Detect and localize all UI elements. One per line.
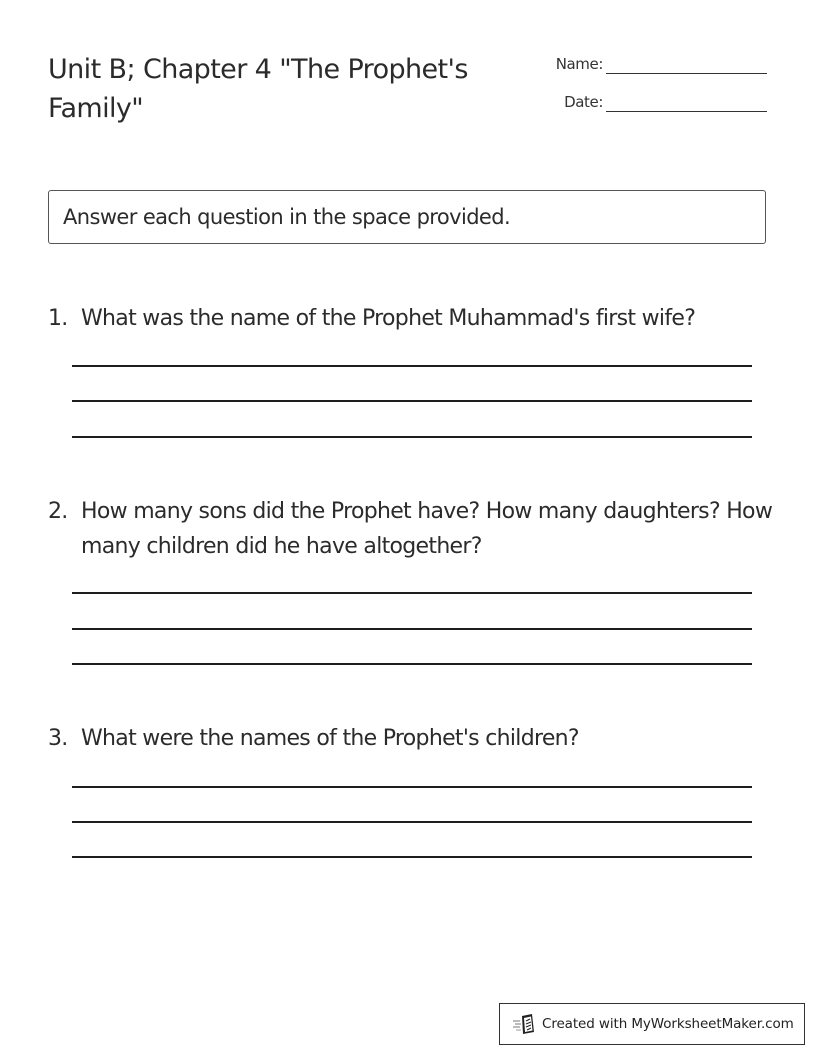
question-number: 1. <box>48 306 68 331</box>
date-label: Date: <box>564 93 603 111</box>
question-1 <box>48 301 778 336</box>
answer-line-2-2[interactable] <box>72 628 752 630</box>
answer-line-1-3[interactable] <box>72 436 752 438</box>
question-2 <box>48 494 778 564</box>
question-3 <box>48 721 778 756</box>
answer-line-3-1[interactable] <box>72 786 752 788</box>
name-blank-line[interactable] <box>606 73 767 74</box>
question-number: 2. <box>48 499 68 524</box>
answer-line-1-2[interactable] <box>72 400 752 402</box>
instructions-text: Answer each question in the space provided. <box>63 205 511 229</box>
page-title: Unit B; Chapter 4 "The Prophet's Family" <box>48 54 468 124</box>
date-field[interactable] <box>520 93 770 117</box>
answer-line-2-1[interactable] <box>72 592 752 594</box>
instructions-box <box>48 190 766 244</box>
answer-line-3-2[interactable] <box>72 821 752 823</box>
name-field[interactable] <box>520 55 770 79</box>
date-blank-line[interactable] <box>606 111 767 112</box>
name-label: Name: <box>555 55 603 73</box>
question-text: How many sons did the Prophet have? How many daughters? How many children did he have altogether? <box>81 499 773 559</box>
worksheet-logo-icon <box>512 1013 536 1035</box>
question-text: What was the name of the Prophet Muhammad's first wife? <box>81 306 696 331</box>
footer-text: Created with MyWorksheetMaker.com <box>542 1016 794 1032</box>
answer-line-3-3[interactable] <box>72 856 752 858</box>
answer-line-1-1[interactable] <box>72 365 752 367</box>
answer-line-2-3[interactable] <box>72 663 752 665</box>
footer-credit <box>499 1003 805 1045</box>
question-number: 3. <box>48 726 68 751</box>
question-text: What were the names of the Prophet's children? <box>81 726 579 751</box>
